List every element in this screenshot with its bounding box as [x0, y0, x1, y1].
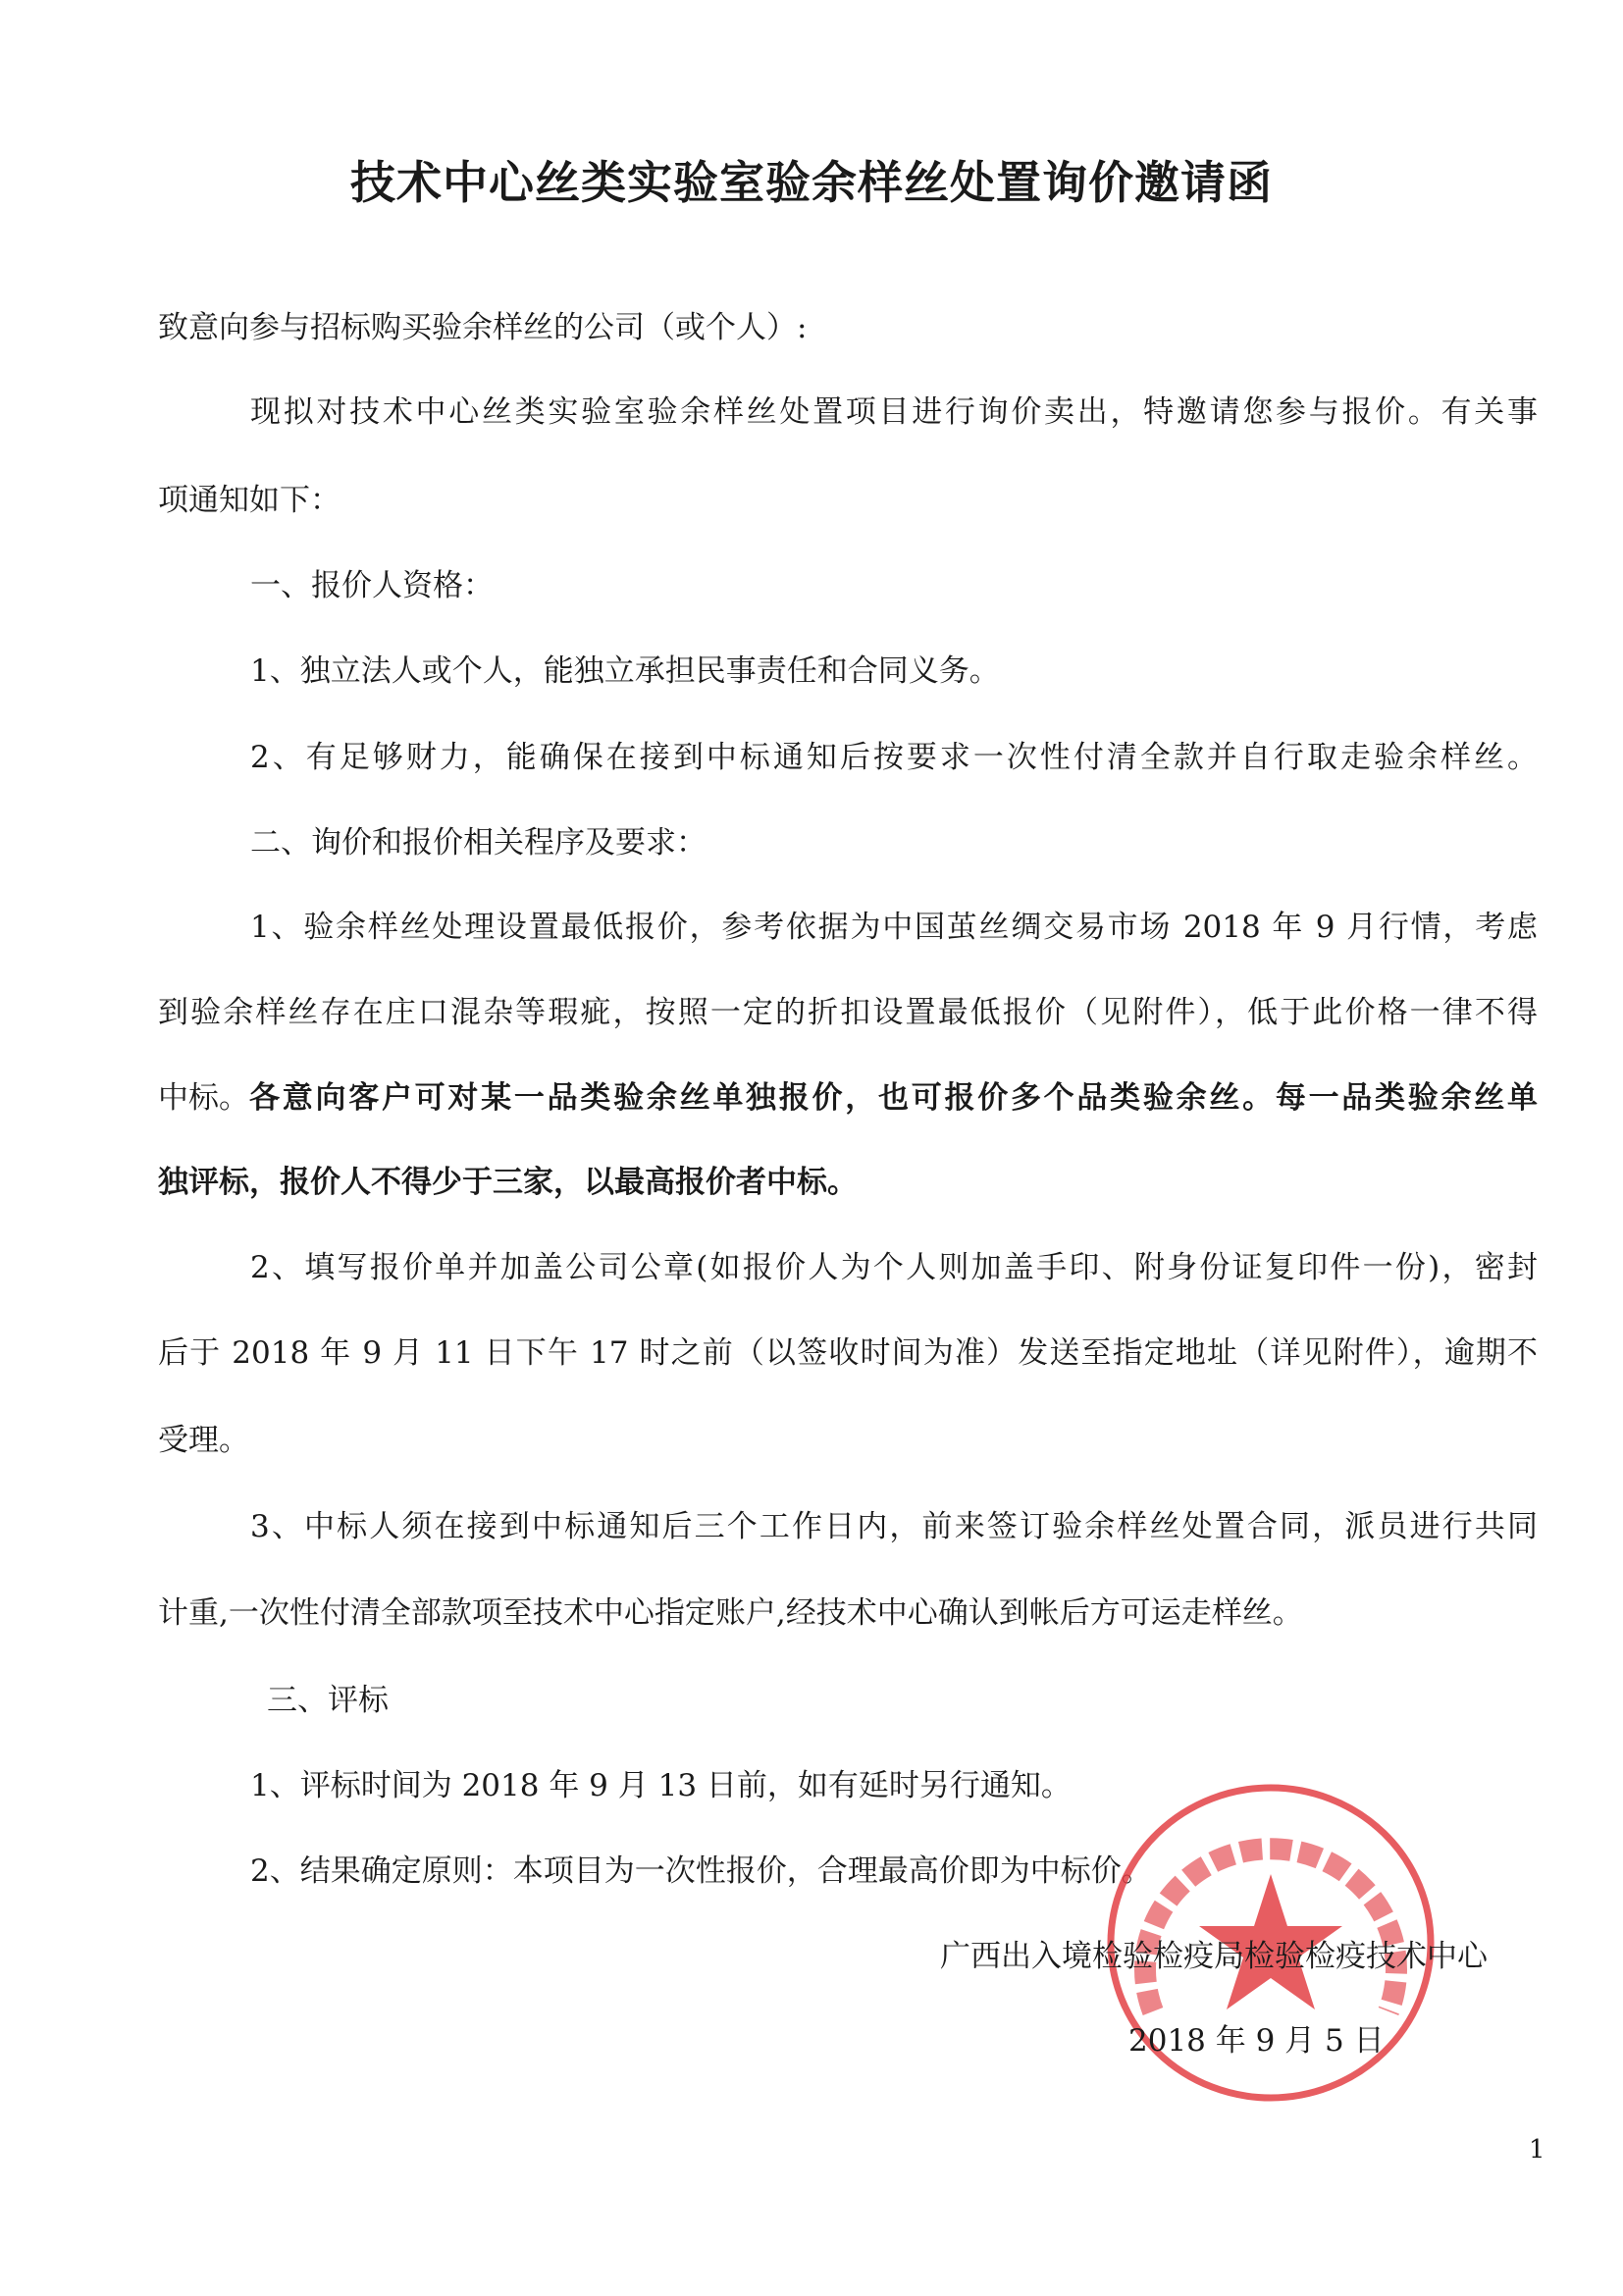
- section-1-item-2: 2、有足够财力，能确保在接到中标通知后按要求一次性付清全款并自行取走验余样丝。: [250, 740, 1538, 775]
- section-2-p2-line-3: 受理。: [158, 1423, 249, 1458]
- section-3-item-1: 1、评标时间为 2018 年 9 月 13 日前，如有延时另行通知。: [250, 1768, 1072, 1803]
- intro-line-1: 现拟对技术中心丝类实验室验余样丝处置项目进行询价卖出，特邀请您参与报价。有关事: [250, 394, 1538, 430]
- signature-organization: 广西出入境检验检疫局检验检疫技术中心: [940, 1939, 1488, 1974]
- section-2-heading: 二、询价和报价相关程序及要求：: [250, 825, 707, 861]
- section-3-item-2: 2、结果确定原则：本项目为一次性报价，合理最高价即为中标价。: [250, 1853, 1152, 1889]
- section-2-p3-line-2: 计重,一次性付清全部款项至技术中心指定账户,经技术中心确认到帐后方可运走样丝。: [158, 1595, 1303, 1631]
- section-2-p1-line-1: 1、验余样丝处理设置最低报价，参考依据为中国茧丝绸交易市场 2018 年 9 月行情，考虑: [250, 910, 1538, 945]
- intro-line-2: 项通知如下：: [158, 483, 340, 518]
- section-2-p3-line-1: 3、中标人须在接到中标通知后三个工作日内，前来签订验余样丝处置合同，派员进行共同: [250, 1509, 1538, 1544]
- section-2-p1-bold-text: 各意向客户可对某一品类验余丝单独报价，也可报价多个品类验余丝。每一品类验余丝单: [249, 1080, 1538, 1116]
- section-2-p1-bold-line: 独评标，报价人不得少于三家，以最高报价者中标。: [158, 1165, 858, 1200]
- section-2-p1-text: 中标。: [158, 1080, 249, 1116]
- page-number: 1: [1529, 2135, 1545, 2165]
- salutation: 致意向参与招标购买验余样丝的公司（或个人）:: [158, 310, 808, 345]
- section-1-item-1: 1、独立法人或个人，能独立承担民事责任和合同义务。: [250, 653, 1000, 689]
- signature-date: 2018 年 9 月 5 日: [1128, 2023, 1385, 2059]
- section-2-p2-line-2: 后于 2018 年 9 月 11 日下午 17 时之前（以签收时间为准）发送至指定地址（详见附件），逾期不: [158, 1335, 1538, 1371]
- section-1-heading: 一、报价人资格：: [250, 568, 494, 603]
- section-2-p1-line-2: 到验余样丝存在庄口混杂等瑕疵，按照一定的折扣设置最低报价（见附件），低于此价格一律不得: [158, 995, 1538, 1030]
- section-3-heading: 三、评标: [267, 1683, 389, 1718]
- section-2-p2-line-1: 2、填写报价单并加盖公司公章(如报价人为个人则加盖手印、附身份证复印件一份)，密封: [250, 1250, 1538, 1285]
- page-title: 技术中心丝类实验室验余样丝处置询价邀请函: [350, 156, 1273, 209]
- section-2-p1-line-3: [158, 1078, 1538, 1118]
